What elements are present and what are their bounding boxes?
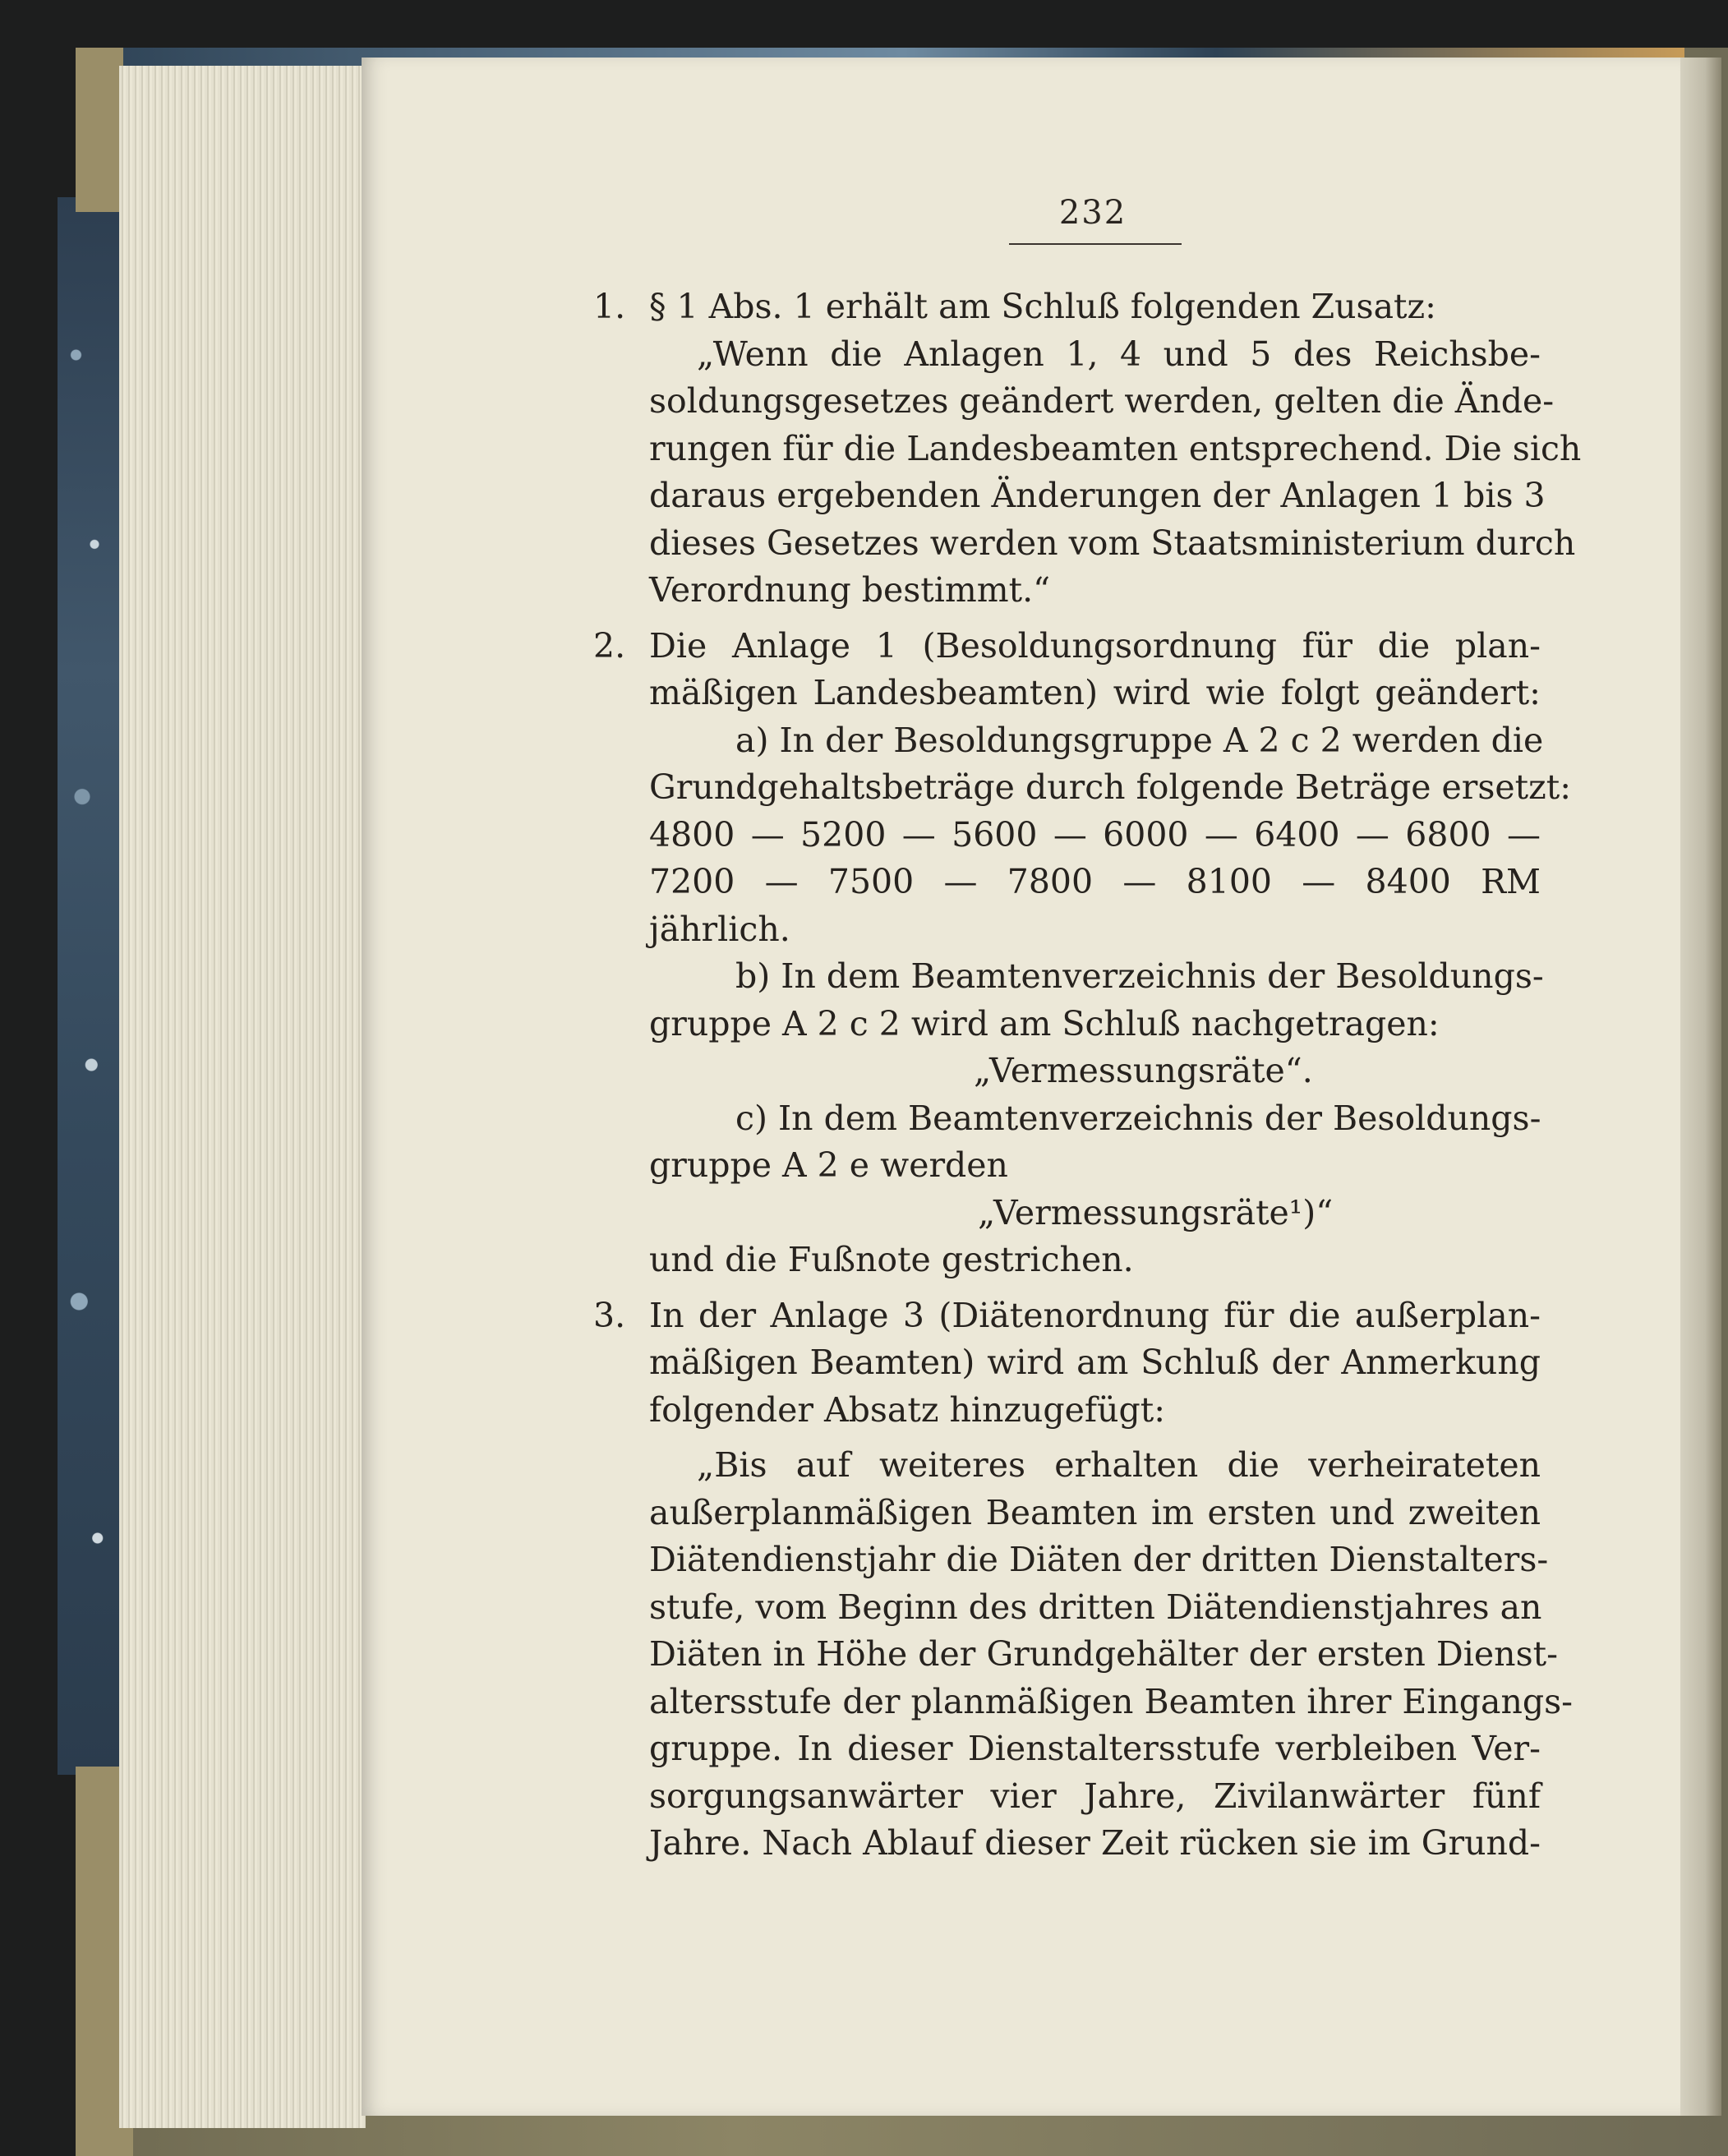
text-line — [649, 378, 1555, 426]
page-text-body — [593, 283, 1582, 1868]
text-line — [649, 1536, 1549, 1584]
page-number: 232 — [1058, 194, 1127, 232]
line-text: jährlich. — [649, 909, 790, 949]
line-text: dieses Gesetzes werden vom Staatsministerium durch — [649, 523, 1576, 563]
line-text: folgender Absatz hinzugefügt: — [649, 1389, 1166, 1430]
text-line — [649, 426, 1582, 473]
text-line — [649, 331, 1541, 379]
line-text: stufe, vom Beginn des dritten Diätendienstjahres an — [649, 1587, 1542, 1627]
line-text: „Vermessungsräte¹)“ — [978, 1192, 1334, 1232]
line-text: a) In der Besoldungsgruppe A 2 c 2 werden die — [735, 720, 1544, 760]
text-line — [649, 1442, 1541, 1490]
line-text: altersstufe der planmäßigen Beamten ihrer Eingangs- — [649, 1681, 1574, 1721]
text-line — [649, 1679, 1574, 1726]
line-text: soldungsgesetzes geändert werden, gelten die Ände- — [649, 381, 1555, 421]
marbled-cover-paper — [58, 197, 119, 1775]
page-stack-edges — [119, 66, 366, 2128]
text-line — [649, 1095, 1541, 1143]
text-line — [649, 520, 1576, 568]
line-text: mäßigen Beamten) wird am Schluß der Anmerkung — [649, 1343, 1541, 1382]
text-line — [649, 1142, 1541, 1190]
line-text: „Vermessungsräte“. — [974, 1051, 1313, 1090]
line-text: 4800 — 5200 — 5600 — 6000 — 6400 — 6800 — — [649, 814, 1541, 855]
text-line — [593, 623, 1541, 670]
line-text: In der Anlage 3 (Diätenordnung für die außerplan- — [649, 1295, 1541, 1335]
line-text: Jahre. Nach Ablauf dieser Zeit rücken sie im Grund- — [649, 1823, 1541, 1863]
line-text: und die Fußnote gestrichen. — [649, 1240, 1134, 1279]
line-text: daraus ergebenden Änderungen der Anlagen 1 bis 3 — [649, 476, 1546, 515]
line-text: außerplanmäßigen Beamten im ersten und zweiten — [649, 1492, 1541, 1532]
text-line — [649, 953, 1544, 1001]
text-line — [649, 567, 1541, 615]
text-line — [649, 1387, 1541, 1435]
text-line — [649, 764, 1572, 812]
text-line — [649, 1631, 1558, 1679]
text-line — [593, 283, 1541, 331]
text-line — [649, 472, 1546, 520]
text-line — [649, 1820, 1541, 1868]
text-line — [649, 670, 1541, 717]
text-line — [649, 906, 1541, 954]
text-line — [649, 1339, 1541, 1387]
line-text: c) In dem Beamtenverzeichnis der Besoldungs- — [735, 1098, 1541, 1138]
line-text: b) In dem Beamtenverzeichnis der Besoldungs- — [735, 956, 1544, 996]
line-text: „Bis auf weiteres erhalten die verheirateten — [697, 1445, 1541, 1485]
text-line — [649, 717, 1544, 765]
item-number: 2. — [593, 625, 626, 666]
text-line — [649, 1001, 1541, 1048]
line-text: § 1 Abs. 1 erhält am Schluß folgenden Zusatz: — [649, 287, 1436, 326]
text-line — [649, 1490, 1541, 1537]
text-line — [649, 1725, 1541, 1773]
text-line — [649, 1773, 1541, 1821]
line-text: gruppe A 2 c 2 wird am Schluß nachgetragen: — [649, 1003, 1440, 1043]
facing-page-edge — [1680, 58, 1721, 2116]
line-text: gruppe A 2 e werden — [649, 1145, 1008, 1185]
line-text: mäßigen Landesbeamten) wird wie folgt geändert: — [649, 673, 1541, 712]
text-line — [649, 1190, 1541, 1237]
line-text: Diäten in Höhe der Grundgehälter der ersten Dienst- — [649, 1634, 1558, 1674]
line-text: sorgungsanwärter vier Jahre, Zivilanwärter fünf — [649, 1776, 1541, 1816]
page-number-rule — [1009, 243, 1182, 245]
line-text: rungen für die Landesbeamten entsprechend. Die sich — [649, 428, 1582, 468]
text-line — [593, 1292, 1541, 1340]
text-line — [649, 1048, 1541, 1095]
text-line — [649, 1237, 1541, 1284]
line-text: gruppe. In dieser Dienstaltersstufe verbleiben Ver- — [649, 1729, 1541, 1768]
text-line — [649, 812, 1541, 859]
line-text: 7200 — 7500 — 7800 — 8100 — 8400 RM — [649, 862, 1541, 901]
line-text: Diätendienstjahr die Diäten der dritten Dienstalters- — [649, 1540, 1549, 1579]
text-line — [649, 1584, 1541, 1632]
line-text: Grundgehaltsbeträge durch folgende Beträge ersetzt: — [649, 767, 1572, 807]
item-number: 3. — [593, 1295, 626, 1335]
line-text: Die Anlage 1 (Besoldungsordnung für die plan- — [649, 625, 1541, 666]
item-number: 1. — [593, 287, 626, 326]
line-text: „Wenn die Anlagen 1, 4 und 5 des Reichsbe- — [697, 334, 1541, 374]
line-text: Verordnung bestimmt.“ — [649, 570, 1051, 610]
text-line — [649, 859, 1541, 906]
